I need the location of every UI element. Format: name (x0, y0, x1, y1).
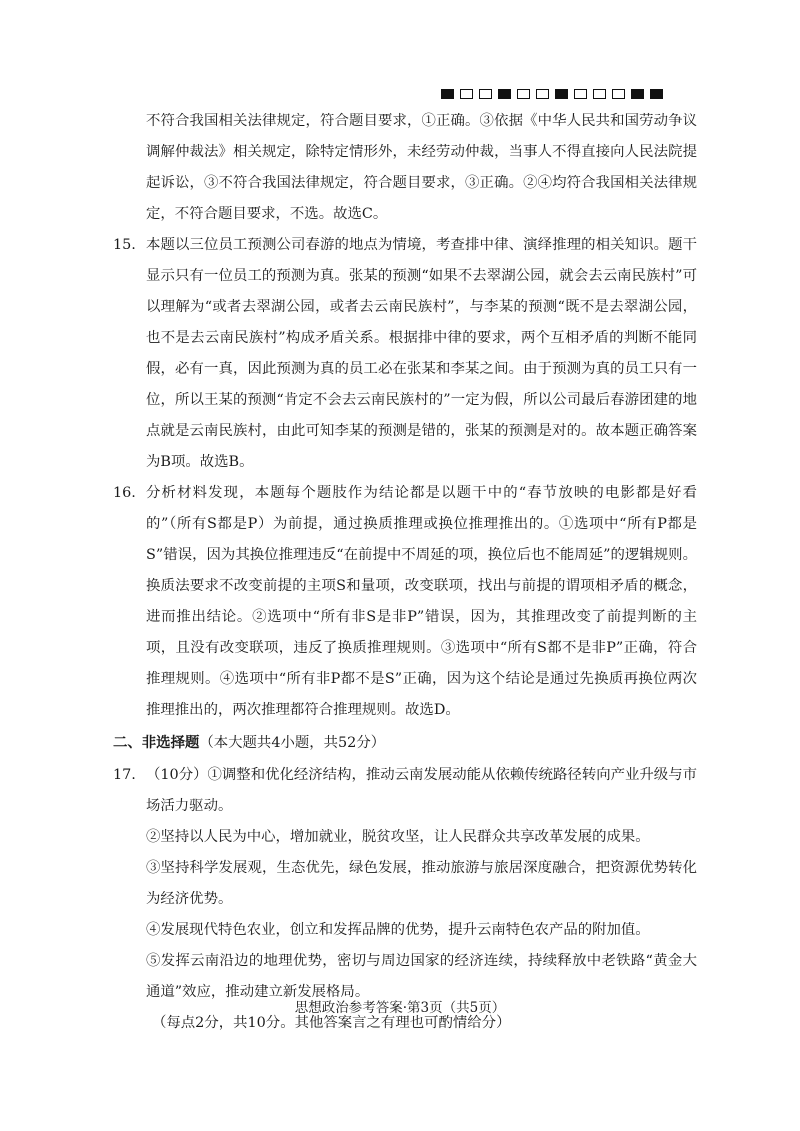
empty-square-mark (593, 89, 606, 99)
item-number: 16. (113, 485, 136, 501)
filled-square-mark (631, 89, 644, 99)
answer-text: 分析材料发现，本题每个题肢作为结论都是以题干中的“春节放映的电影都是好看的”（所有S都是P）为前提，通过换质推理或换位推理推出的。①选项中“所有P都是S”错误，因为其换位推理违反“在前提中不周延的项，换位后也不能周延”的逻辑规则。换质法要求不改变前提的主项S和量项，改变联项，找出与前提的谓项相矛盾的概念，进而推出结论。②选项中“所有非S是非P”错误，因为，其推理改变了前提判断的主项，且没有改变联项，违反了换质推理规则。③选项中“所有S都不是非P”正确，符合推理规则。④选项中“所有非P都不是S”正确，因为这个结论是通过先换质再换位两次推理推出的，两次推理都符合推理规则。故选D。 (146, 485, 697, 718)
scoring-note: （每点2分，共10分。其他答案言之有理也可酌情给分） (152, 1015, 511, 1031)
answer-content (113, 106, 697, 1039)
empty-square-mark (612, 89, 625, 99)
empty-square-mark (479, 89, 492, 99)
answer-item-16 (113, 478, 697, 726)
answer-item-17 (113, 760, 697, 822)
filled-square-mark (498, 89, 511, 99)
header-marks (441, 89, 663, 99)
empty-square-mark (536, 89, 549, 99)
empty-square-mark (517, 89, 530, 99)
answer-point: ③坚持科学发展观，生态优先，绿色发展，推动旅游与旅居深度融合，把资源优势转化为经济优势。 (146, 860, 697, 907)
section-title: 二、非选择题 (113, 734, 200, 751)
answer-point: ⑤发挥云南沿边的地理优势，密切与周边国家的经济连续，持续释放中老铁路“黄金大通道”效应，推动建立新发展格局。 (146, 953, 697, 1000)
filled-square-mark (555, 89, 568, 99)
section-desc: （本大题共4小题，共52分） (199, 735, 386, 751)
empty-square-mark (460, 89, 473, 99)
section-heading (113, 727, 697, 759)
empty-square-mark (574, 89, 587, 99)
answer-point: （10分）①调整和优化经济结构，推动云南发展动能从依赖传统路径转向产业升级与市场活力驱动。 (146, 767, 697, 814)
item-number: 15. (113, 237, 136, 253)
answer-text: 本题以三位员工预测公司春游的地点为情境，考查排中律、演绎推理的相关知识。题干显示只有一位员工的预测为真。张某的预测“如果不去翠湖公园，就会去云南民族村”可以理解为“或者去翠湖公园，或者去云南民族村”，与李某的预测“既不是去翠湖公园，也不是去云南民族村”构成矛盾关系。根据排中律的要求，两个互相矛盾的判断不能同假，必有一真，因此预测为真的员工必在张某和李某之间。由于预测为真的员工只有一位，所以王某的预测“肯定不会去云南民族村的”一定为假，所以公司最后春游团建的地点就是云南民族村，由此可知李某的预测是错的，张某的预测是对的。故本题正确答案为B项。故选B。 (146, 237, 697, 470)
item-number: 17. (113, 767, 136, 783)
q14-continuation: 不符合我国相关法律规定，符合题目要求，①正确。③依据《中华人民共和国劳动争议调解仲裁法》相关规定，除特定情形外，未经劳动仲裁，当事人不得直接向人民法院提起诉讼，③不符合我国法律规定，符合题目要求，③正确。②④均符合我国相关法律规定，不符合题目要求，不选。故选C。 (146, 113, 697, 222)
filled-square-mark (441, 89, 454, 99)
answer-point: ②坚持以人民为中心，增加就业，脱贫攻坚，让人民群众共享改革发展的成果。 (146, 829, 650, 845)
page-footer: 思想政治参考答案·第3页（共5页） (294, 1000, 506, 1016)
answer-point: ④发展现代特色农业，创立和发挥品牌的优势，提升云南特色农产品的附加值。 (146, 922, 650, 938)
answer-item-15 (113, 230, 697, 478)
filled-square-mark (650, 89, 663, 99)
